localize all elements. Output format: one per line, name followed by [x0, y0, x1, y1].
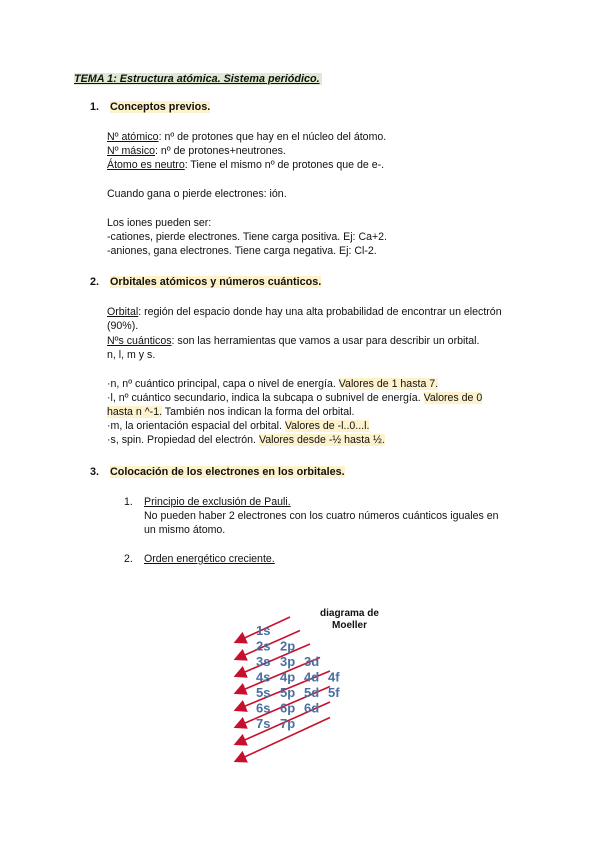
l-text: ·l, nº cuántico secundario, indica la subcapa o subnivel de energía. [107, 392, 424, 404]
orbital-line-2: (90%). [107, 320, 139, 332]
pauli-item [124, 495, 291, 509]
orbital-label-4s: 4s [256, 669, 271, 685]
numero-atomico-text: : nº de protones que hay en el núcleo del átomo. [158, 131, 387, 143]
numero-masico-label: Nº másico [107, 145, 156, 157]
cationes-line: -cationes, pierde electrones. Tiene carga positiva. Ej: Ca+2. [107, 231, 388, 243]
orbital-label-4f: 4f [328, 669, 340, 685]
numero-masico-line [107, 144, 286, 158]
document-title: TEMA 1: Estructura atómica. Sistema periódico. [74, 73, 320, 85]
s-text: ·s, spin. Propiedad del electrón. [107, 434, 259, 446]
orbital-label-5s: 5s [256, 685, 271, 700]
section-3-title: Colocación de los electrones en los orbitales. [110, 466, 345, 478]
orbital-label-4p: 4p [280, 669, 296, 685]
orden-number: 2. [124, 553, 133, 565]
l-values-1: Valores de 0 [423, 392, 483, 404]
section-1-title: Conceptos previos. [110, 101, 211, 113]
cuanticos-text: : son las herramientas que vamos a usar para describir un orbital. [171, 335, 480, 347]
orden-title: Orden energético creciente. [144, 553, 275, 565]
n-line [107, 377, 438, 391]
section-3-heading [90, 466, 345, 478]
m-text: ·m, la orientación espacial del orbital. [107, 420, 285, 432]
m-values: Valores de -l..0...l. [284, 420, 370, 432]
s-values: Valores desde -½ hasta ½. [258, 434, 385, 446]
cuanticos-line [107, 334, 479, 348]
orbital-label-5f: 5f [328, 685, 340, 700]
orbital-label-6p: 6p [280, 700, 296, 716]
orbital-label-3s: 3s [256, 654, 271, 669]
l-line-2 [107, 405, 354, 419]
s-line [107, 433, 385, 447]
moeller-diagram [230, 600, 410, 775]
section-2-heading [90, 276, 321, 288]
pauli-title: Principio de exclusión de Pauli. [144, 496, 291, 508]
pauli-number: 1. [124, 496, 133, 508]
n-text: ·n, nº cuántico principal, capa o nivel de energía. [107, 378, 339, 390]
diagram-caption-1: diagrama de [320, 608, 379, 619]
orbital-label-7s: 7s [256, 716, 271, 731]
ion-line: Cuando gana o pierde electrones: ión. [107, 188, 287, 200]
orbital-label-5p: 5p [280, 685, 296, 700]
section-2-number: 2. [90, 276, 100, 288]
orbital-label-6s: 6s [256, 700, 271, 716]
n-values: Valores de 1 hasta 7. [338, 378, 439, 390]
orbital-label-2p: 2p [280, 638, 296, 654]
section-3-number: 3. [90, 466, 100, 478]
section-2-title: Orbitales atómicos y números cuánticos. [110, 276, 322, 288]
orbital-label: Orbital [107, 306, 139, 318]
orbital-line [107, 305, 502, 319]
aniones-line: -aniones, gana electrones. Tiene carga negativa. Ej: Cl-2. [107, 245, 377, 257]
orbital-label-5d: 5d [304, 685, 320, 700]
diagonal-arrow [238, 644, 310, 675]
orbital-label-1s: 1s [256, 623, 271, 638]
l-values-2: hasta n ^-1. [107, 406, 163, 418]
orden-item [124, 552, 275, 566]
numero-atomico-label: Nº atómico [107, 131, 159, 143]
atomo-neutro-label: Átomo es neutro [107, 159, 185, 171]
cuanticos-label: Nºs cuánticos [107, 335, 172, 347]
pauli-text-1: No pueden haber 2 electrones con los cuatro números cuánticos iguales en [144, 510, 499, 522]
section-1-heading [90, 101, 210, 113]
cuanticos-list: n, l, m y s. [107, 349, 156, 361]
orbital-text: : región del espacio donde hay una alta probabilidad de encontrar un electrón [138, 306, 502, 318]
diagram-caption-2: Moeller [332, 620, 368, 631]
section-1-number: 1. [90, 101, 100, 113]
orbital-label-6d: 6d [304, 700, 320, 716]
numero-atomico-line [107, 130, 386, 144]
orbital-label-3d: 3d [304, 654, 320, 669]
atomo-neutro-text: : Tiene el mismo nº de protones que de e-. [184, 159, 385, 171]
iones-intro: Los iones pueden ser: [107, 217, 212, 229]
l-text-2: También nos indican la forma del orbital. [162, 406, 355, 418]
orbital-label-4d: 4d [304, 669, 320, 685]
m-line [107, 419, 369, 433]
orbital-label-2s: 2s [256, 638, 271, 654]
l-line [107, 391, 482, 405]
orbital-label-7p: 7p [280, 716, 296, 731]
numero-masico-text: : nº de protones+neutrones. [155, 145, 286, 157]
orbital-label-3p: 3p [280, 654, 296, 669]
atomo-neutro-line [107, 158, 384, 172]
pauli-text-2: un mismo átomo. [144, 524, 226, 536]
